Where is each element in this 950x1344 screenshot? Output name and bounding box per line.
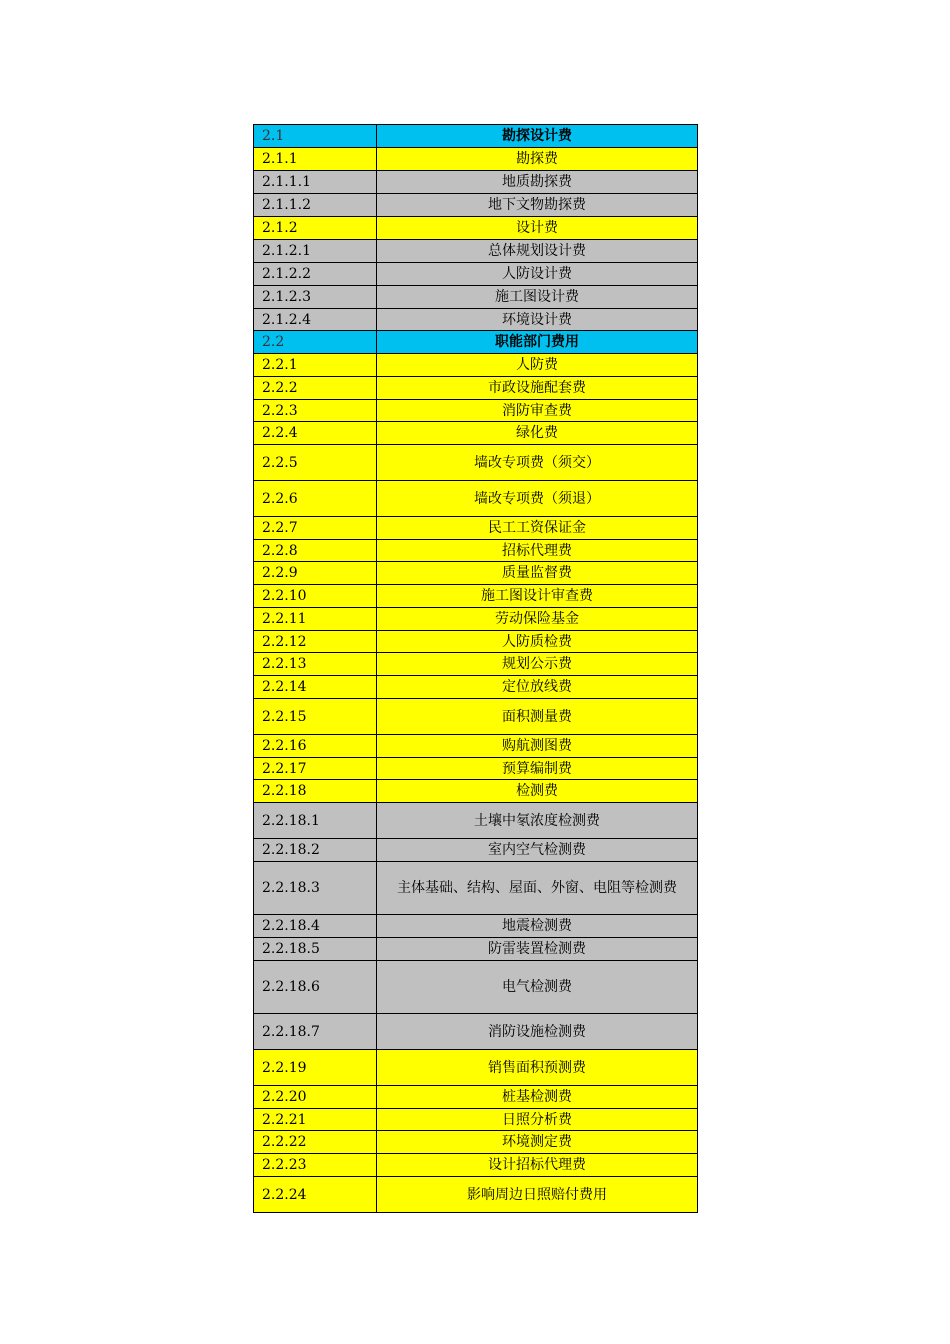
table-row <box>254 377 698 400</box>
item-code-cell: 2.2.10 <box>254 585 377 608</box>
item-code-cell: 2.2.20 <box>254 1086 377 1109</box>
item-code-cell: 2.2.16 <box>254 735 377 758</box>
item-name-cell: 影响周边日照赔付费用 <box>377 1177 698 1213</box>
item-code-cell: 2.1.2.1 <box>254 240 377 263</box>
table-row <box>254 540 698 562</box>
table-row <box>254 309 698 331</box>
item-code-cell: 2.2.1 <box>254 354 377 377</box>
item-name-cell: 规划公示费 <box>377 653 698 676</box>
table-row <box>254 780 698 803</box>
item-name-cell: 勘探设计费 <box>377 125 698 148</box>
item-code-cell: 2.2.15 <box>254 699 377 735</box>
item-code-cell: 2.2.19 <box>254 1050 377 1086</box>
table-row <box>254 839 698 862</box>
table-row <box>254 240 698 263</box>
table-row <box>254 445 698 481</box>
cost-table-body <box>254 125 698 1213</box>
item-name-cell: 劳动保险基金 <box>377 608 698 631</box>
item-code-cell: 2.2.12 <box>254 631 377 653</box>
table-row <box>254 263 698 286</box>
item-code-cell: 2.2.18.7 <box>254 1014 377 1050</box>
table-row <box>254 1154 698 1177</box>
item-code-cell: 2.2.18.3 <box>254 862 377 915</box>
item-code-cell: 2.2.23 <box>254 1154 377 1177</box>
item-name-cell: 质量监督费 <box>377 562 698 585</box>
item-code-cell: 2.2.17 <box>254 758 377 780</box>
item-code-cell: 2.2.8 <box>254 540 377 562</box>
item-code-cell: 2.1.2.4 <box>254 309 377 331</box>
table-row <box>254 354 698 377</box>
item-name-cell: 预算编制费 <box>377 758 698 780</box>
item-code-cell: 2.2.6 <box>254 481 377 517</box>
table-row <box>254 481 698 517</box>
item-name-cell: 主体基础、结构、屋面、外窗、电阻等检测费 <box>377 862 698 915</box>
item-name-cell: 电气检测费 <box>377 961 698 1014</box>
section-header-row <box>254 125 698 148</box>
cost-table <box>253 124 698 1213</box>
item-name-cell: 防雷装置检测费 <box>377 938 698 961</box>
table-row <box>254 171 698 194</box>
item-name-cell: 消防设施检测费 <box>377 1014 698 1050</box>
table-row <box>254 631 698 653</box>
item-name-cell: 面积测量费 <box>377 699 698 735</box>
item-code-cell: 2.2.11 <box>254 608 377 631</box>
table-row <box>254 1014 698 1050</box>
table-row <box>254 422 698 445</box>
item-name-cell: 地质勘探费 <box>377 171 698 194</box>
item-name-cell: 室内空气检测费 <box>377 839 698 862</box>
table-row <box>254 400 698 422</box>
item-name-cell: 职能部门费用 <box>377 331 698 354</box>
table-row <box>254 653 698 676</box>
item-code-cell: 2.2.22 <box>254 1131 377 1154</box>
item-code-cell: 2.2.14 <box>254 676 377 699</box>
table-row <box>254 961 698 1014</box>
item-code-cell: 2.2.9 <box>254 562 377 585</box>
table-row <box>254 862 698 915</box>
table-row <box>254 1177 698 1213</box>
item-name-cell: 人防质检费 <box>377 631 698 653</box>
table-row <box>254 562 698 585</box>
item-code-cell: 2.1.2 <box>254 217 377 240</box>
table-row <box>254 517 698 540</box>
item-name-cell: 施工图设计费 <box>377 286 698 309</box>
item-code-cell: 2.2.21 <box>254 1109 377 1131</box>
table-row <box>254 758 698 780</box>
item-code-cell: 2.2.18.1 <box>254 803 377 839</box>
item-code-cell: 2.1 <box>254 125 377 148</box>
table-row <box>254 1086 698 1109</box>
item-code-cell: 2.2.2 <box>254 377 377 400</box>
item-name-cell: 日照分析费 <box>377 1109 698 1131</box>
item-name-cell: 设计招标代理费 <box>377 1154 698 1177</box>
item-code-cell: 2.2.24 <box>254 1177 377 1213</box>
item-name-cell: 墙改专项费（须退） <box>377 481 698 517</box>
table-row <box>254 1109 698 1131</box>
item-code-cell: 2.1.1 <box>254 148 377 171</box>
table-row <box>254 1050 698 1086</box>
item-name-cell: 地震检测费 <box>377 915 698 938</box>
table-row <box>254 803 698 839</box>
item-name-cell: 勘探费 <box>377 148 698 171</box>
item-code-cell: 2.2.18.4 <box>254 915 377 938</box>
table-row <box>254 608 698 631</box>
item-code-cell: 2.1.1.2 <box>254 194 377 217</box>
item-name-cell: 人防费 <box>377 354 698 377</box>
item-name-cell: 消防审查费 <box>377 400 698 422</box>
item-code-cell: 2.1.2.2 <box>254 263 377 286</box>
item-code-cell: 2.2.18.2 <box>254 839 377 862</box>
table-row <box>254 699 698 735</box>
table-row <box>254 194 698 217</box>
item-code-cell: 2.2 <box>254 331 377 354</box>
item-code-cell: 2.2.18 <box>254 780 377 803</box>
item-name-cell: 绿化费 <box>377 422 698 445</box>
item-code-cell: 2.1.2.3 <box>254 286 377 309</box>
item-name-cell: 购航测图费 <box>377 735 698 758</box>
item-name-cell: 人防设计费 <box>377 263 698 286</box>
table-row <box>254 1131 698 1154</box>
item-name-cell: 招标代理费 <box>377 540 698 562</box>
table-row <box>254 585 698 608</box>
item-name-cell: 总体规划设计费 <box>377 240 698 263</box>
item-name-cell: 环境测定费 <box>377 1131 698 1154</box>
section-header-row <box>254 331 698 354</box>
item-name-cell: 土壤中氡浓度检测费 <box>377 803 698 839</box>
table-row <box>254 735 698 758</box>
table-row <box>254 286 698 309</box>
item-name-cell: 桩基检测费 <box>377 1086 698 1109</box>
table-row <box>254 676 698 699</box>
item-name-cell: 民工工资保证金 <box>377 517 698 540</box>
table-row <box>254 217 698 240</box>
item-name-cell: 施工图设计审查费 <box>377 585 698 608</box>
item-code-cell: 2.2.4 <box>254 422 377 445</box>
item-code-cell: 2.2.18.6 <box>254 961 377 1014</box>
item-name-cell: 销售面积预测费 <box>377 1050 698 1086</box>
item-name-cell: 设计费 <box>377 217 698 240</box>
item-code-cell: 2.2.13 <box>254 653 377 676</box>
item-code-cell: 2.2.5 <box>254 445 377 481</box>
item-name-cell: 检测费 <box>377 780 698 803</box>
item-name-cell: 定位放线费 <box>377 676 698 699</box>
item-code-cell: 2.2.18.5 <box>254 938 377 961</box>
table-row <box>254 915 698 938</box>
item-code-cell: 2.2.3 <box>254 400 377 422</box>
item-code-cell: 2.2.7 <box>254 517 377 540</box>
table-row <box>254 148 698 171</box>
item-name-cell: 环境设计费 <box>377 309 698 331</box>
item-name-cell: 市政设施配套费 <box>377 377 698 400</box>
item-name-cell: 墙改专项费（须交） <box>377 445 698 481</box>
table-row <box>254 938 698 961</box>
item-name-cell: 地下文物勘探费 <box>377 194 698 217</box>
item-code-cell: 2.1.1.1 <box>254 171 377 194</box>
